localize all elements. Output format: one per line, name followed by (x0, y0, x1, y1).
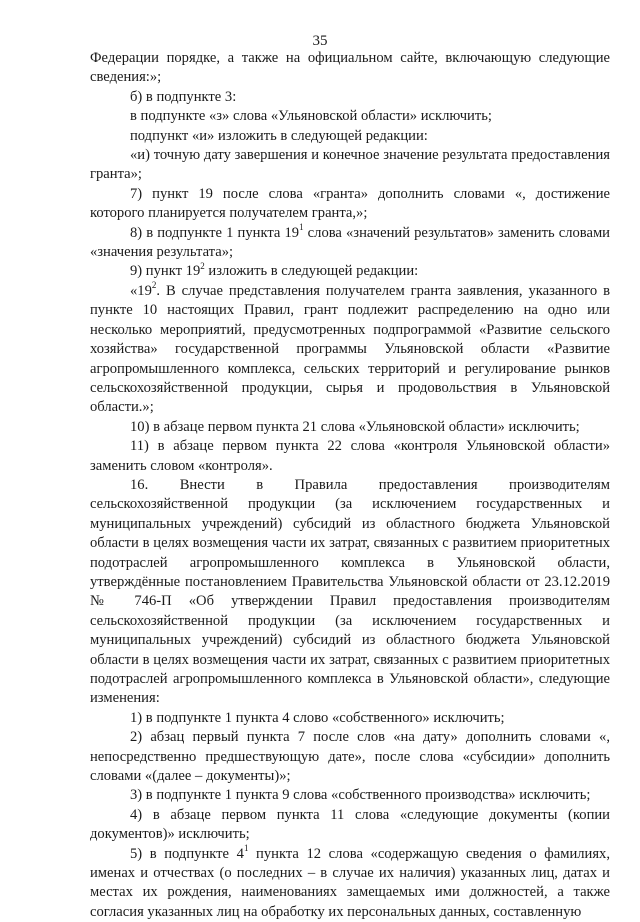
superscript: 2 (151, 280, 157, 291)
paragraph: 11) в абзаце первом пункта 22 слова «контроля Ульяновской области» заменить словом «контроля». (90, 438, 610, 474)
text-span: изложить в следующей редакции: (204, 263, 419, 280)
text-span: «19 (130, 282, 152, 299)
paragraph-item-5 (90, 842, 610, 922)
text-span: слова «значений результатов» заменить словами «значения результата»; (90, 224, 610, 261)
superscript: 1 (243, 842, 249, 853)
text-span: 9) пункт 19 (130, 263, 201, 280)
paragraph-item-8 (90, 221, 610, 263)
paragraph: 3) в подпункте 1 пункта 9 слова «собственного производства» исключить; (130, 787, 591, 804)
paragraph-19-2 (90, 282, 610, 418)
paragraph: 4) в абзаце первом пункта 11 слова «следующие документы (копии документов)» исключить; (90, 806, 610, 843)
paragraph: 1) в подпункте 1 пункта 4 слово «собственного» исключить; (130, 709, 505, 726)
paragraph: б) в подпункте 3: (130, 88, 237, 105)
paragraph-section-16: 16. Внести в Правила предоставления производителям сельскохозяйственной продукции (за исключением государственных и муниципальных учреждений) субсидий из областного бюджета Ульяновской области в целях возмещения части их затрат, связанных с развитием приоритетных подотраслей агропромышленного комплекса в Ульяновской области, утверждённые постановлением Правительства Ульяновской области от 23.12.2019 № 746-П «Об утверждении Правил предоставления производителям сельскохозяйственной продукции (за исключением государственных и муниципальных учреждений) субсидий из областного бюджета Ульяновской области в целях возмещения части их затрат, связанных с развитием приоритетных подотраслей агропромышленного комплекса в Ульяновской области», следующие изменения: (90, 476, 610, 707)
superscript: 1 (299, 221, 304, 232)
text-span: пункта 12 слова «содержащую сведения о фамилиях, именах и отчествах (о последних – в случае их наличия) указанных лиц, датах и местах их рождения, наименованиях замещаемых ими должностей, а также согласия указанных лиц на обработку их персональных данных, составленную (90, 845, 610, 920)
text-span: . В случае представления получателем гранта заявления, указанного в пункте 10 настоящих Правил, грант подлежит распределению на одно или несколько мероприятий, предусмотренных подпрограммой «Развитие сельского хозяйства» государственной программы Ульяновской области «Развитие агропромышленного комплекса, сельских территорий и регулирование рынков сельскохозяйственной продукции, сырья и продовольствия в Ульяновской области.»; (90, 282, 610, 416)
paragraph: «и) точную дату завершения и конечное значение результата предоставления гранта»; (90, 147, 610, 183)
paragraph: 10) в абзаце первом пункта 21 слова «Ульяновской области» исключить; (130, 418, 580, 435)
paragraph: подпункт «и» изложить в следующей редакции: (130, 127, 428, 144)
page-number: 35 (312, 33, 328, 49)
text-span: 5) в подпункте 4 (130, 845, 244, 862)
document-body (90, 49, 610, 922)
paragraph-item-9 (90, 262, 610, 281)
paragraph: Федерации порядке, а также на официальном сайте, включающую следующие сведения:»; (90, 50, 610, 86)
paragraph: в подпункте «з» слова «Ульяновской области» исключить; (130, 108, 492, 125)
paragraph: 7) пункт 19 после слова «гранта» дополнить словами «, достижение которого планируется получателем гранта,»; (90, 185, 610, 222)
paragraph: 2) абзац первый пункта 7 после слов «на дату» дополнить словами «, непосредственно предшествующую дате», после слова «субсидии» дополнить словами «(далее – документы)»; (90, 729, 610, 785)
text-span: 8) в подпункте 1 пункта 19 (130, 224, 300, 241)
superscript: 2 (200, 260, 205, 271)
